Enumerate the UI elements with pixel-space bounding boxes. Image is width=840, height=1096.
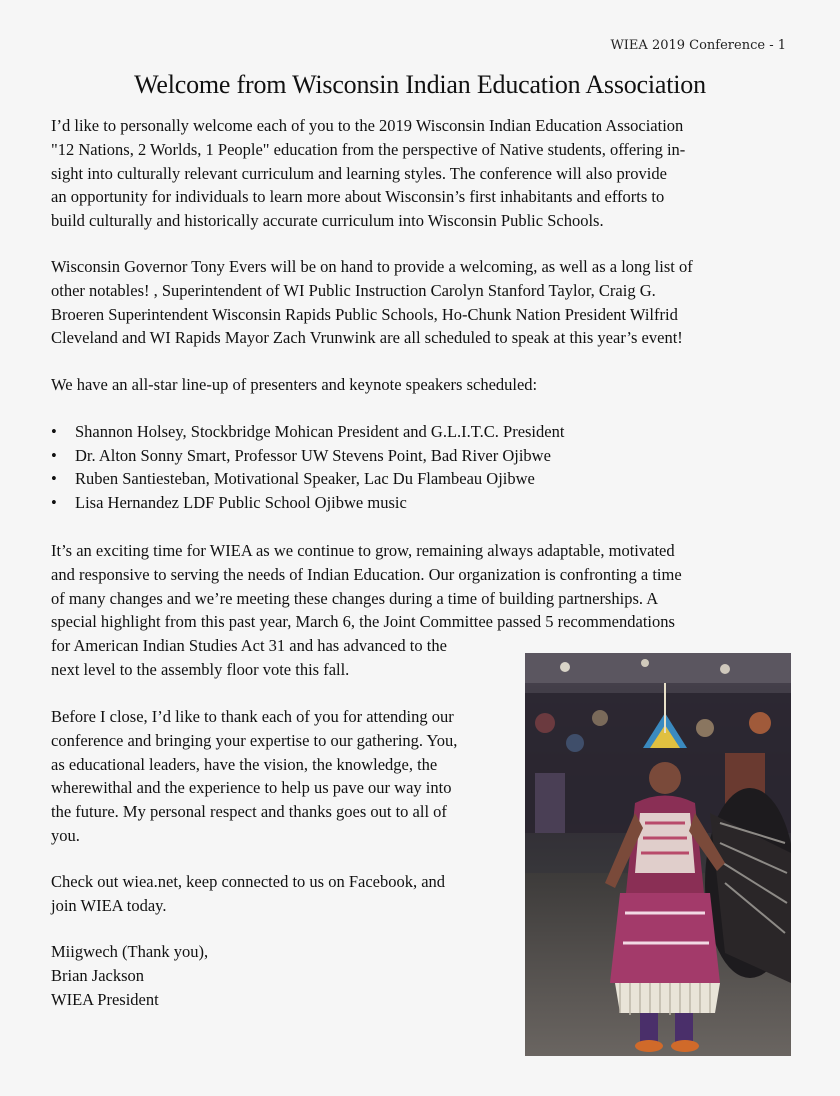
list-item [51, 444, 564, 468]
text-line: Cleveland and WI Rapids Mayor Zach Vrunwink are all scheduled to speak at this year’s event! [51, 328, 683, 348]
photo-illustration [525, 653, 791, 1056]
text-line: the future. My personal respect and thanks goes out to all of [51, 802, 447, 822]
text-line: conference and bringing your expertise to our gathering. You, [51, 730, 458, 750]
speaker-name: Lisa Hernandez LDF Public School Ojibwe music [75, 492, 407, 512]
text-line: sight into culturally relevant curriculum and learning styles. The conference will also provide [51, 163, 667, 183]
powwow-dancer-photo [525, 653, 791, 1056]
text-line: Check out wiea.net, keep connected to us on Facebook, and [51, 872, 446, 891]
bullet-icon: • [51, 469, 57, 489]
text-line: special highlight from this past year, March 6, the Joint Committee passed 5 recommendations [51, 612, 675, 632]
speaker-name: Ruben Santiesteban, Motivational Speaker, Lac Du Flambeau Ojibwe [75, 469, 535, 489]
speaker-list [51, 420, 564, 514]
text-line: of many changes and we’re meeting these changes during a time of building partnerships. A [51, 588, 659, 608]
text-line: I’d like to personally welcome each of you to the 2019 Wisconsin Indian Education Association [51, 116, 684, 135]
bullet-icon: • [51, 445, 57, 465]
text-line: and responsive to serving the needs of Indian Education. Our organization is confronting a time [51, 564, 682, 584]
text-line: join WIEA today. [51, 895, 167, 915]
page-title: Welcome from Wisconsin Indian Education Association [134, 70, 706, 99]
text-line: "12 Nations, 2 Worlds, 1 People" education from the perspective of Native students, offering in- [51, 139, 686, 159]
list-item [51, 491, 564, 515]
text-line: an opportunity for individuals to learn more about Wisconsin’s first inhabitants and efforts to [51, 187, 665, 207]
signature-name: Brian Jackson [51, 965, 145, 985]
presenters-intro [51, 373, 791, 397]
text-line: wherewithal and the experience to help us pave our way into [51, 778, 452, 798]
intro-paragraph [51, 114, 791, 233]
speaker-name: Shannon Holsey, Stockbridge Mohican President and G.L.I.T.C. President [75, 422, 565, 441]
bullet-icon: • [51, 422, 57, 441]
speaker-name: Dr. Alton Sonny Smart, Professor UW Stevens Point, Bad River Ojibwe [75, 445, 551, 465]
text-line: for American Indian Studies Act 31 and has advanced to the [51, 636, 447, 656]
text-line: other notables! , Superintendent of WI Public Instruction Carolyn Stanford Taylor, Craig G. [51, 280, 656, 300]
signoff [51, 940, 521, 1011]
list-item [51, 420, 564, 444]
text-line: you. [51, 825, 80, 845]
connect-paragraph [51, 870, 521, 918]
notables-paragraph [51, 255, 791, 350]
list-item [51, 467, 564, 491]
text-line: It’s an exciting time for WIEA as we continue to grow, remaining always adaptable, motivated [51, 541, 675, 560]
text-line: next level to the assembly floor vote this fall. [51, 659, 350, 679]
text-line: Before I close, I’d like to thank each of you for attending our [51, 707, 454, 726]
signoff-line: Miigwech (Thank you), [51, 942, 209, 961]
signature-title: WIEA President [51, 989, 159, 1009]
bullet-icon: • [51, 492, 57, 512]
text-line: Broeren Superintendent Wisconsin Rapids Public Schools, Ho-Chunk Nation President Wilfrid [51, 304, 678, 324]
text-line: build culturally and historically accurate curriculum into Wisconsin Public Schools. [51, 211, 604, 231]
running-head: WIEA 2019 Conference - 1 [610, 38, 786, 53]
text-line: as educational leaders, have the vision, the knowledge, the [51, 754, 438, 774]
text-line: We have an all-star line-up of presenters and keynote speakers scheduled: [51, 375, 538, 394]
thanks-paragraph [51, 705, 521, 848]
text-line: Wisconsin Governor Tony Evers will be on hand to provide a welcoming, as well as a long list of [51, 257, 693, 276]
